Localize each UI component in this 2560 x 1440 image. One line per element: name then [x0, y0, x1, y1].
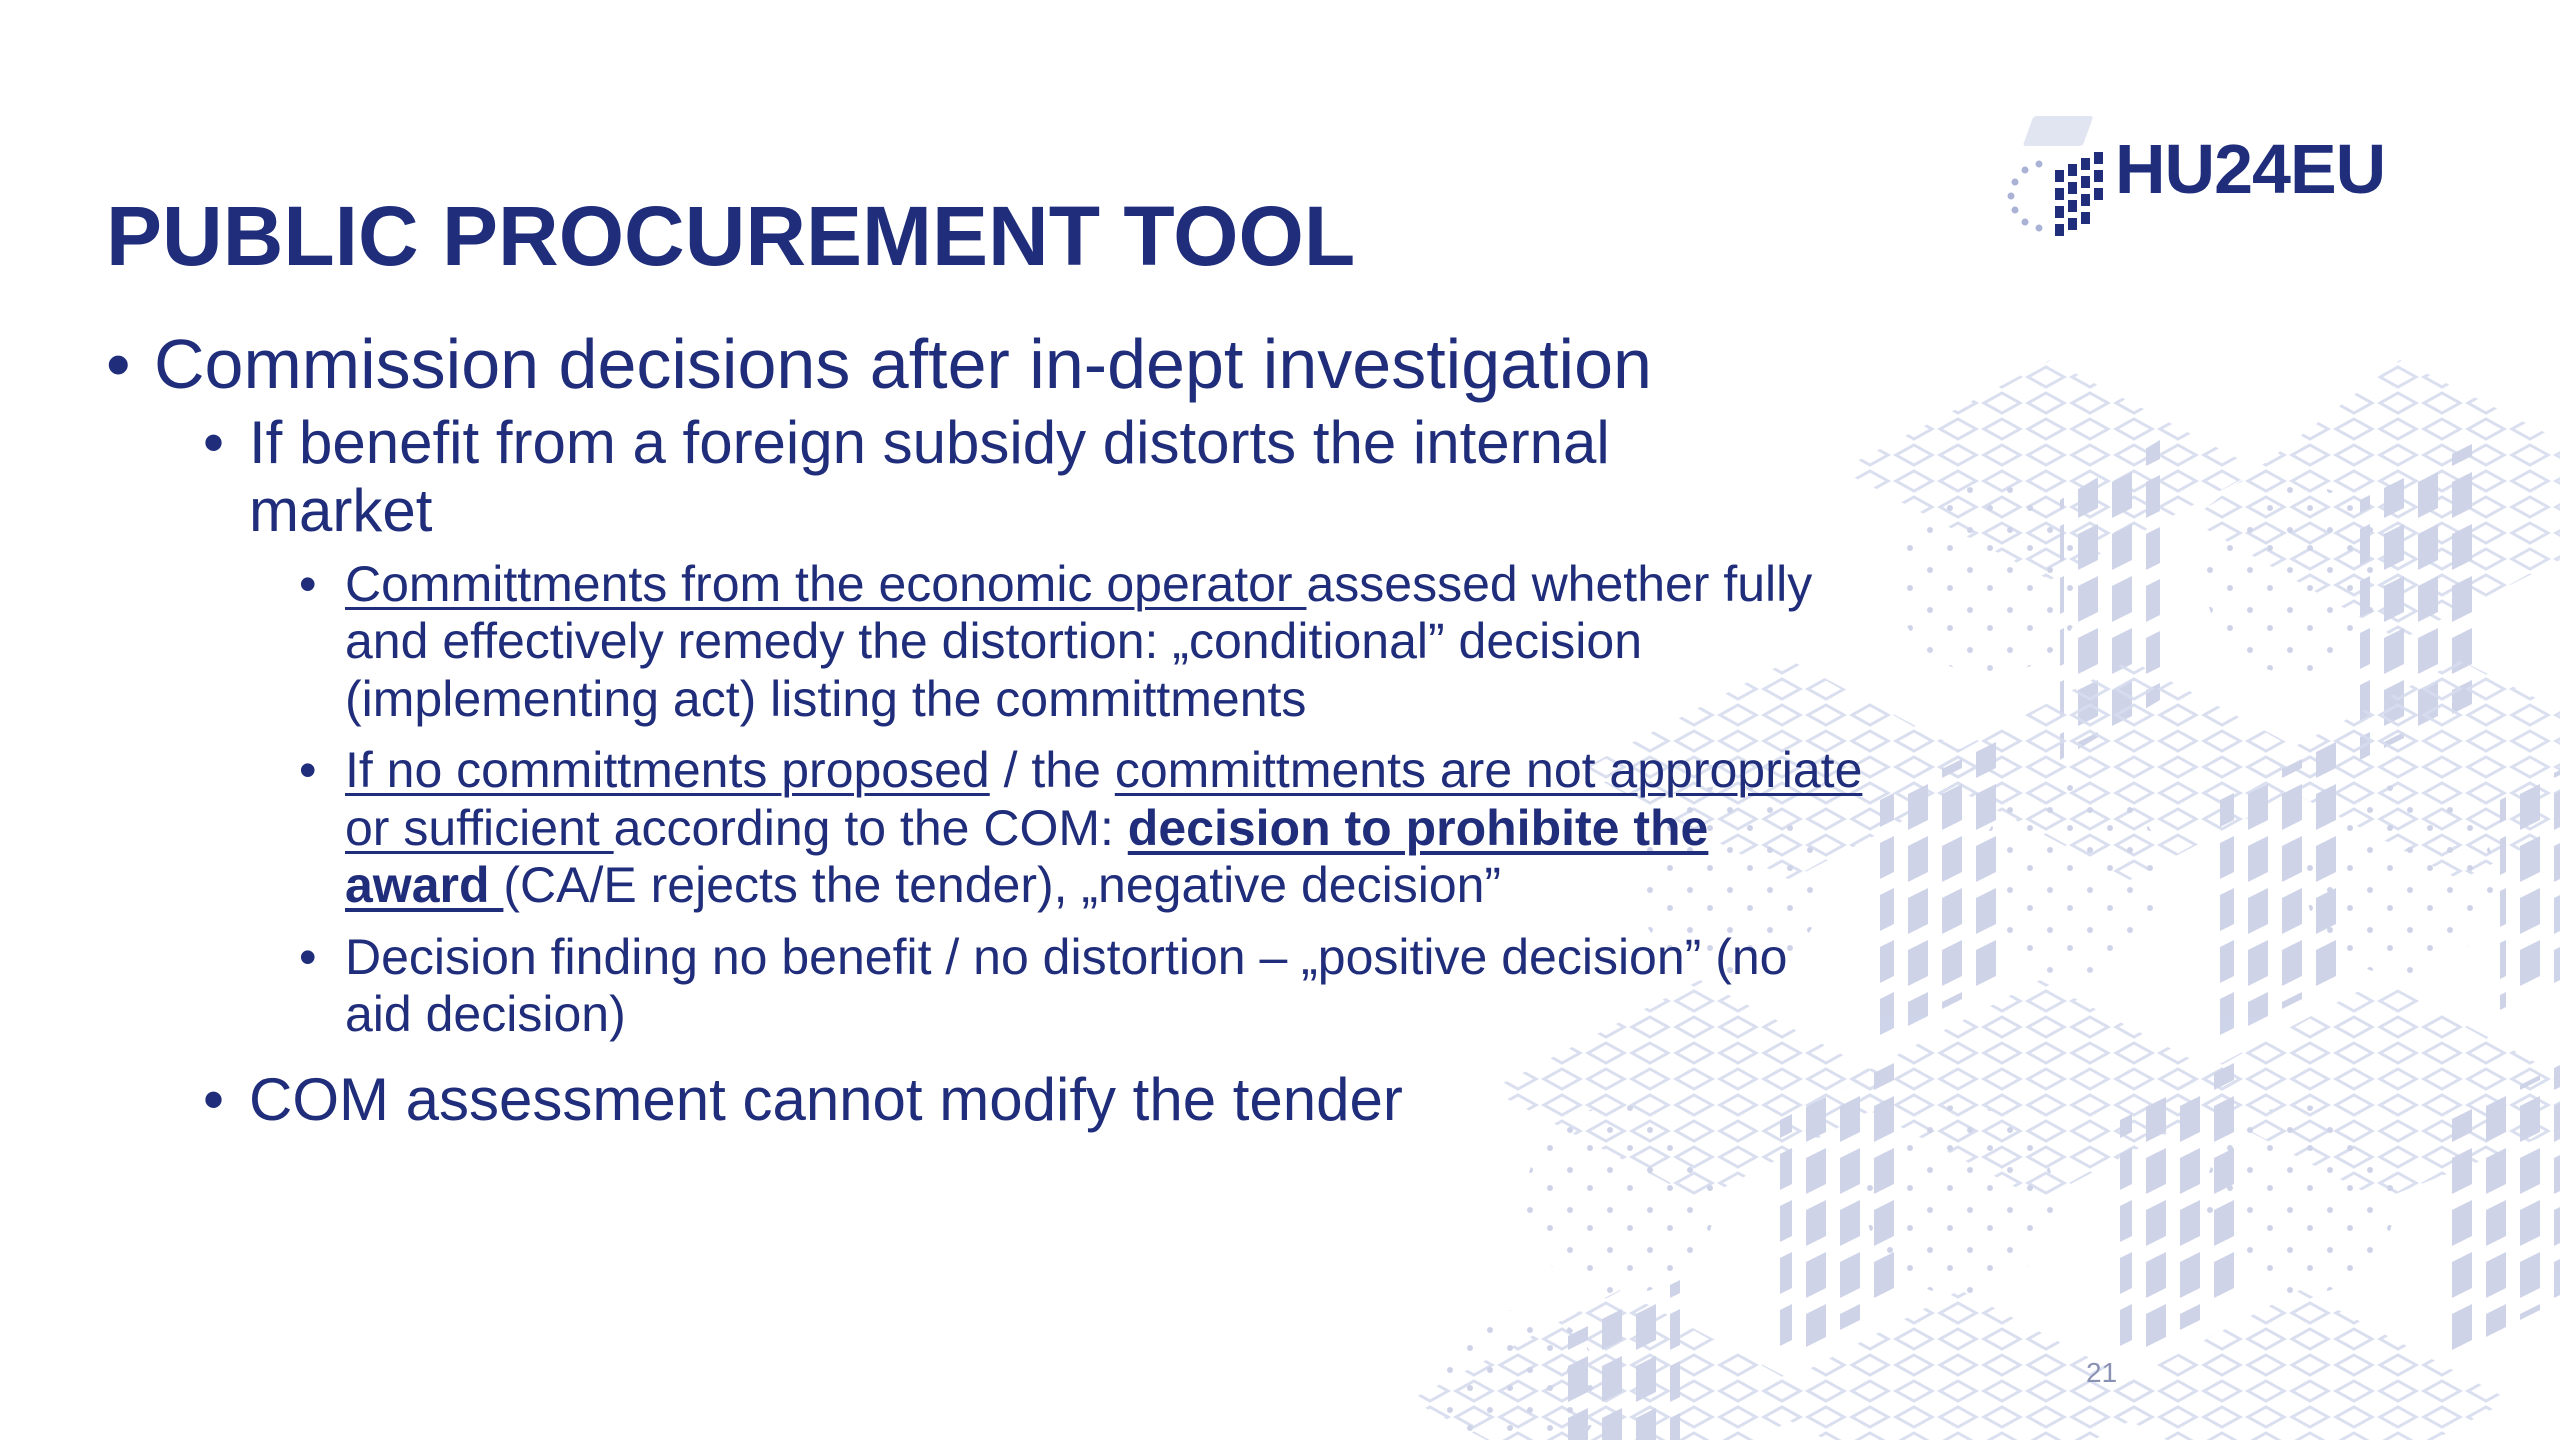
page-number: 21	[2086, 1357, 2118, 1388]
hu24eu-logo	[1995, 112, 2415, 252]
underlined-text: Committments from the economic operator	[345, 555, 1307, 612]
bullet-level2	[203, 1065, 1749, 1134]
slide-content	[0, 325, 1900, 1134]
bullet-level3	[299, 928, 1865, 1044]
logo-text: HU24EU	[2115, 130, 2386, 208]
bullet-text: / the	[989, 742, 1115, 799]
bold-underlined-text: decision to prohibite the award	[345, 799, 1709, 914]
bullet-level1	[106, 325, 1854, 405]
bullet-dot: •	[299, 742, 317, 799]
bullet-text: according to the COM:	[613, 799, 1128, 856]
slide-title: PUBLIC PROCUREMENT TOOL	[106, 189, 1356, 283]
bullet-level2	[203, 408, 1749, 546]
bullet-dot: •	[106, 325, 131, 403]
bullet-text: assessed whether fully and effectively remedy the distortion: „conditional” decision (implementing act) listing the committments	[345, 555, 1813, 727]
bullet-dot: •	[203, 408, 225, 476]
bullet-level3	[299, 555, 1865, 729]
bullet-level3	[299, 742, 1865, 915]
bullet-text: Decision finding no benefit / no distortion – „positive decision” (no aid decision)	[345, 928, 1788, 1043]
bullet-text: (CA/E rejects the tender), „negative decision”	[503, 857, 1502, 914]
bullet-text: COM assessment cannot modify the tender	[249, 1065, 1403, 1133]
underlined-text: committments are not appropriate or sufficient	[345, 742, 1863, 856]
eu-stars-grid-icon	[1995, 112, 2115, 252]
bullet-text: Commission decisions after in-dept investigation	[154, 325, 1652, 403]
bullet-dot: •	[299, 928, 317, 985]
underlined-text: If no committments proposed	[345, 742, 990, 799]
bullet-dot: •	[203, 1065, 225, 1133]
bullet-text: If benefit from a foreign subsidy distorts the internal market	[249, 408, 1610, 545]
bullet-dot: •	[299, 555, 317, 612]
